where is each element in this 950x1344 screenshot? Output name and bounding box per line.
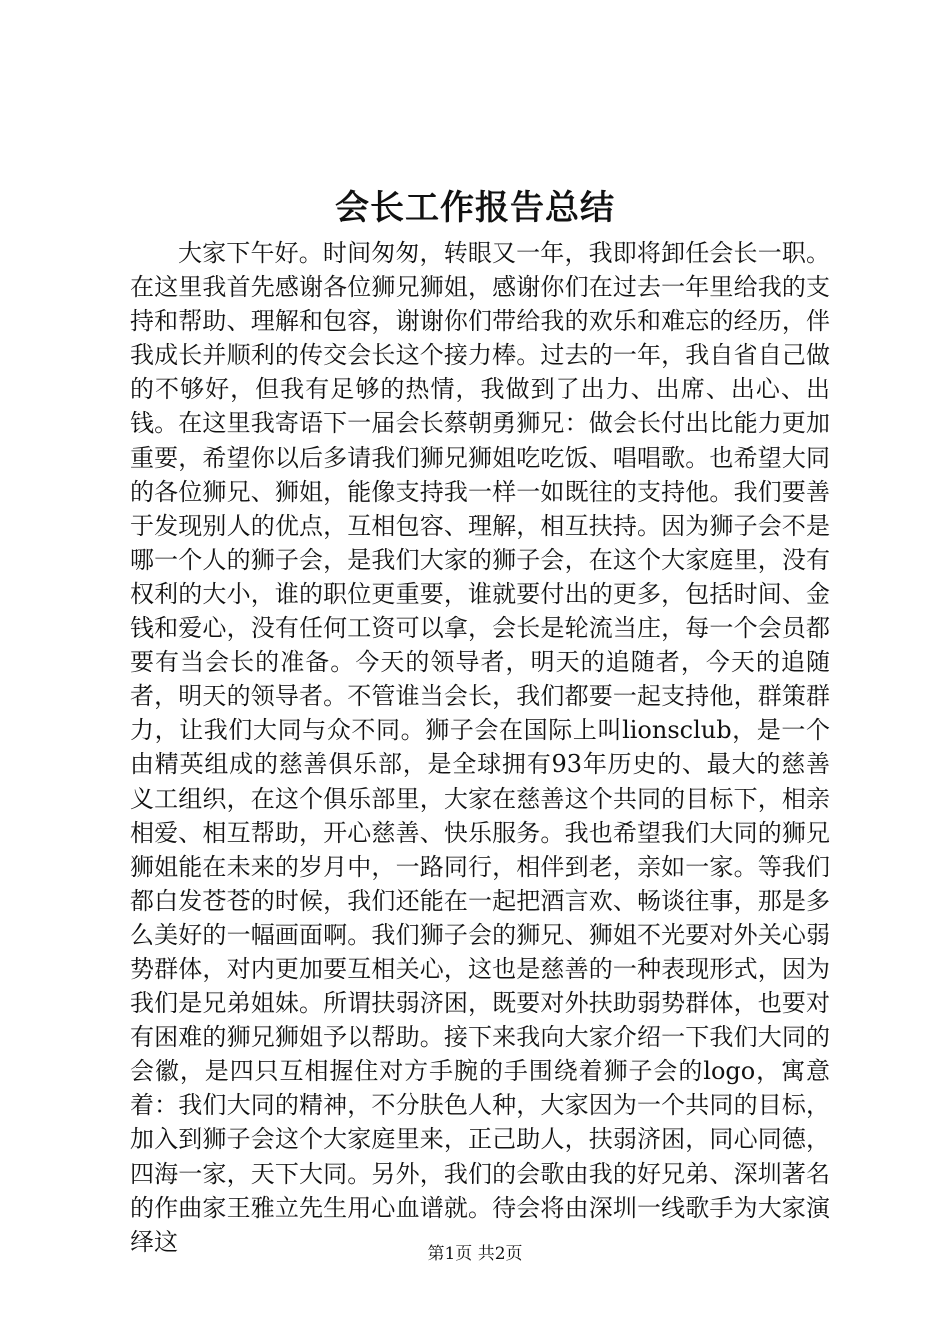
page-footer: 第1页 共2页 (427, 1244, 523, 1264)
body-paragraph: 大家下午好。时间匆匆，转眼又一年，我即将卸任会长一职。在这里我首先感谢各位狮兄狮姐，感谢你们在过去一年里给我的支持和帮助、理解和包容，谢谢你们带给我的欢乐和难忘的经历，伴我成长并顺利的传交会长这个接力棒。过去的一年，我自省自己做的不够好，但我有足够的热情，我做到了出力、出席、出心、出钱。在这里我寄语下一届会长蔡朝勇狮兄：做会长付出比能力更加重要，希望你以后多请我们狮兄狮姐吃吃饭、唱唱歌。也希望大同的各位狮兄、狮姐，能像支持我一样一如既往的支持他。我们要善于发现别人的优点，互相包容、理解，相互扶持。因为狮子会不是哪一个人的狮子会，是我们大家的狮子会，在这个大家庭里，没有权利的大小，谁的职位更重要，谁就要付出的更多，包括时间、金钱和爱心，没有任何工资可以拿，会长是轮流当庄，每一个会员都要有当会长的准备。今天的领导者，明天的追随者，今天的追随者，明天的领导者。不管谁当会长，我们都要一起支持他，群策群力，让我们大同与众不同。狮子会在国际上叫lionsclub，是一个由精英组成的慈善俱乐部，是全球拥有93年历史的、最大的慈善义工组织，在这个俱乐部里，大家在慈善这个共同的目标下，相亲相爱、相互帮助，开心慈善、快乐服务。我也希望我们大同的狮兄狮姐能在未来的岁月中，一路同行，相伴到老，亲如一家。等我们都白发苍苍的时候，我们还能在一起把酒言欢、畅谈往事，那是多么美好的一幅画面啊。我们狮子会的狮兄、狮姐不光要对外关心弱势群体，对内更加要互相关心，这也是慈善的一种表现形式，因为我们是兄弟姐妹。所谓扶弱济困，既要对外扶助弱势群体，也要对有困难的狮兄狮姐予以帮助。接下来我向大家介绍一下我们大同的会徽，是四只互相握住对方手腕的手围绕着狮子会的logo，寓意着：我们大同的精神，不分肤色人种，大家因为一个共同的目标，加入到狮子会这个大家庭里来，正己助人，扶弱济困，同心同德，四海一家，天下大同。另外，我们的会歌由我的好兄弟、深圳著名的作曲家王雅立先生用心血谱就。待会将由深圳一线歌手为大家演绎这 (130, 239, 830, 1256)
document-title: 会长工作报告总结 (335, 188, 615, 228)
